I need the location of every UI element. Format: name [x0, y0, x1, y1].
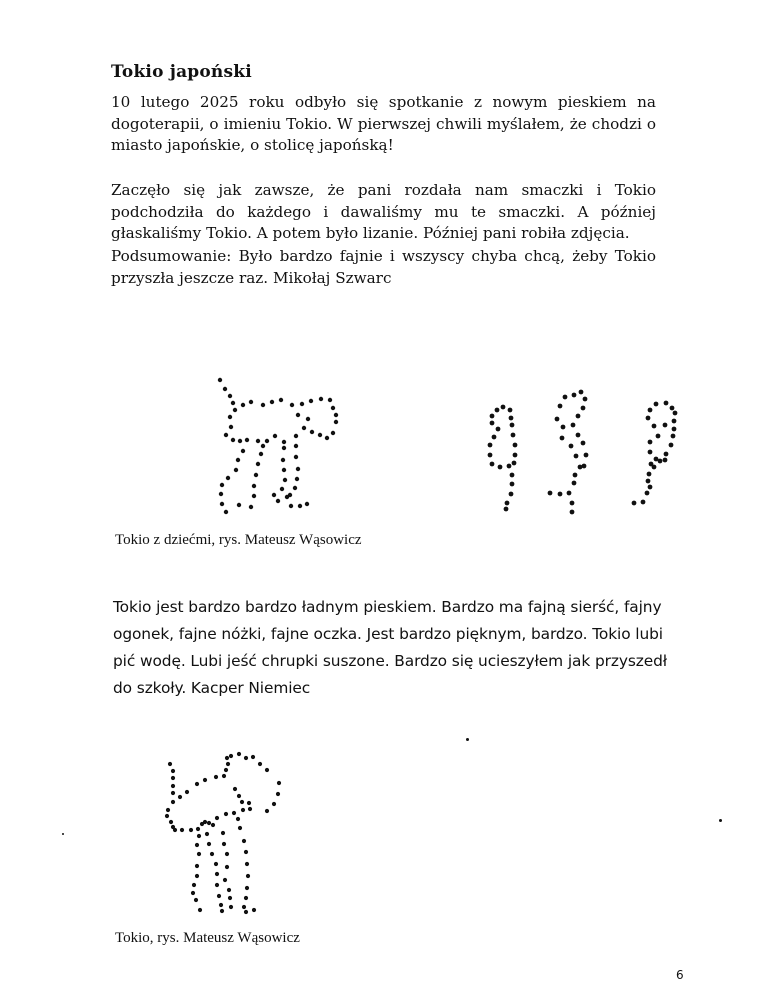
paragraph-summary: Podsumowanie: Było bardzo fajnie i wszyscy chyba chcą, żeby Tokio przyszła jeszcze raz. Mikołaj Szwarc — [111, 247, 656, 287]
paragraph-intro: 10 lutego 2025 roku odbyło się spotkanie z nowym pieskiem na dogoterapii, o imieniu Tokio. W pierwszej chwili myślałem, że chodzi o miasto japońskie, o stolicę japońską! — [111, 93, 656, 154]
dotted-child-figure-1 — [488, 405, 518, 512]
dotted-dog-figure-2 — [165, 752, 281, 914]
figure-caption-1: Tokio z dziećmi, rys. Mateusz Wąsowicz — [115, 532, 362, 548]
scan-speck — [719, 819, 722, 822]
scan-speck — [466, 738, 469, 741]
dog-with-children-drawing — [200, 370, 360, 520]
children-drawing — [470, 385, 700, 525]
dog-drawing — [150, 740, 290, 920]
paragraph-kacper: Tokio jest bardzo bardzo ładnym pieskiem. Bardzo ma fajną sierść, fajny ogonek, fajne nóżki, fajne oczka. Jest bardzo pięknym, bardzo. Tokio lubi pić wodę. Lubi jeść chrupki suszone. Bardzo się ucieszyłem jak przyszedł do szkoły. Kacper Niemiec — [113, 598, 668, 697]
dotted-dog-figure — [218, 378, 338, 514]
scan-speck — [62, 833, 64, 835]
dotted-child-figure-3 — [632, 401, 678, 506]
article-title: Tokio japoński — [111, 62, 252, 82]
paragraph-visit: Zaczęło się jak zawsze, że pani rozdała nam smaczki i Tokio podchodziła do każdego i dawaliśmy mu te smaczki. A później głaskaliśmy Tokio. A potem było lizanie. Później pani robiła zdjęcia. — [111, 181, 656, 242]
figure-caption-2: Tokio, rys. Mateusz Wąsowicz — [115, 930, 300, 946]
page-number: 6 — [676, 968, 684, 982]
dotted-child-figure-2 — [548, 390, 589, 515]
